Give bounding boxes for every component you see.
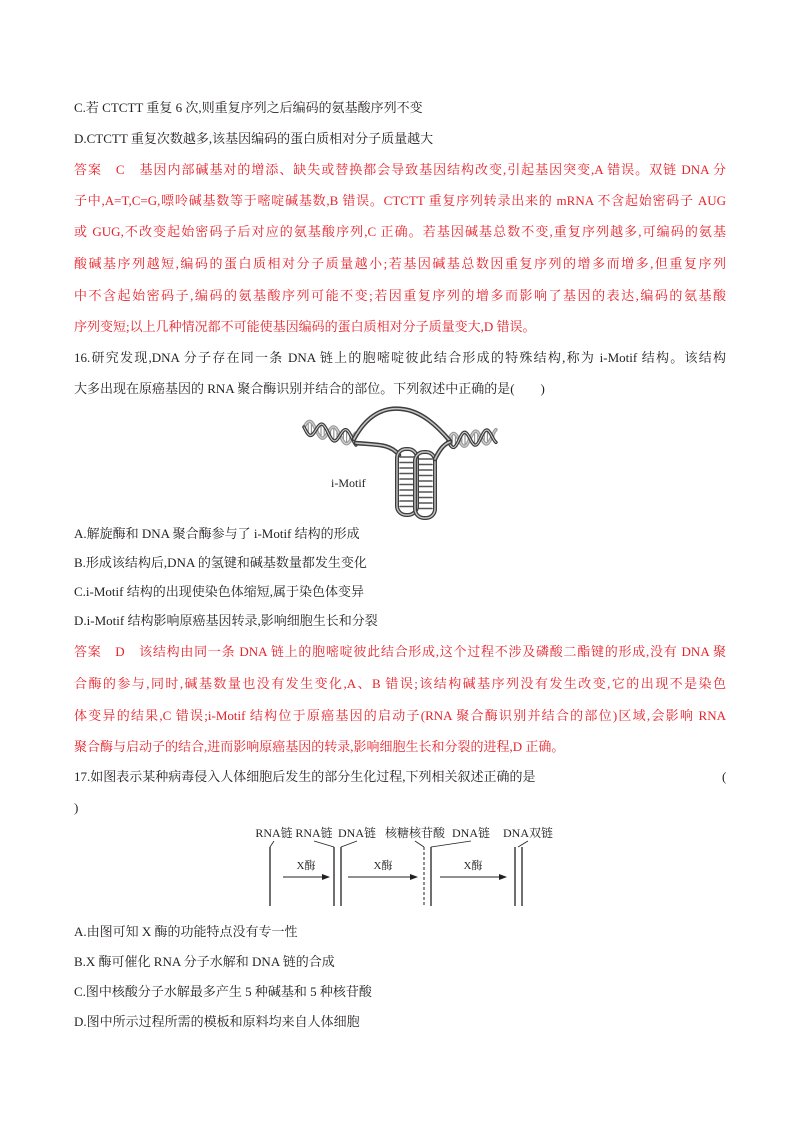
strand-label-dna: DNA链 [338, 826, 376, 840]
dna-helix-right [448, 430, 496, 448]
single-strand-arch [354, 409, 450, 441]
q16-option-b: B.形成该结构后,DNA 的氢键和碱基数量都发生变化 [74, 555, 367, 570]
q17-option-a: A.由图可知 X 酶的功能特点没有专一性 [74, 924, 298, 939]
q15-option-c: C.若 CTCTT 重复 6 次,则重复序列之后编码的氨基酸序列不变 [74, 100, 423, 115]
q17-option-b: B.X 酶可催化 RNA 分子水解和 DNA 链的合成 [74, 954, 335, 969]
i-motif-structure [356, 442, 450, 518]
q17-stem: 17.如图表示某种病毒侵入人体细胞后发生的部分生化过程,下列相关叙述正确的是 [74, 769, 536, 784]
q16-answer-line: 体变异的结果,C 错误;i-Motif 结构位于原癌基因的启动子(RNA 聚合酶识别并结合的部位)区域,会影响 RNA [74, 708, 726, 723]
arch-strand-outline [354, 409, 450, 441]
strand-label-dna: DNA链 [452, 826, 490, 840]
q16-answer-line: 聚合酶与启动子的结合,进而影响原癌基因的转录,影响细胞生长和分裂的进程,D 正确。 [74, 739, 565, 754]
leader-line [431, 841, 471, 847]
q15-answer-line: 子中,A=T,C=G,嘌呤碱基数等于嘧啶碱基数,B 错误。CTCTT 重复序列转录出来的 mRNA 不含起始密码子 AUG [74, 193, 726, 208]
leader-line [270, 841, 274, 847]
dna-helix-left [304, 421, 356, 445]
strand-label-ribonucleotide: 核糖核苷酸 [384, 826, 446, 840]
q16-option-c: C.i-Motif 结构的出现使染色体缩短,属于染色体变异 [74, 584, 364, 599]
q16-stem-line: 16.研究发现,DNA 分子存在同一条 DNA 链上的胞嘧啶彼此结合形成的特殊结构,称为 i-Motif 结构。该结构 [74, 350, 726, 365]
q16-stem-line: 大多出现在原癌基因的 RNA 聚合酶识别并结合的部位。下列叙述中正确的是( ) [74, 381, 545, 396]
leader-line [415, 841, 424, 847]
viral-reverse-transcription-diagram [250, 820, 565, 912]
q15-answer-line: 酸碱基序列越短,编码的蛋白质相对分子质量越小;若基因碱基总数因重复序列的增多而增多,但重复序列 [74, 256, 726, 271]
i-motif-label: i-Motif [331, 476, 366, 490]
leader-line [518, 841, 528, 847]
i-motif-figure [298, 403, 503, 523]
strand-label-rna: RNA链 [295, 826, 333, 840]
leader-line [341, 841, 357, 847]
q16-answer-line: 答案 D 该结构由同一条 DNA 链上的胞嘧啶彼此结合形成,这个过程不涉及磷酸二酯键的形成,没有 DNA 聚 [74, 644, 726, 659]
q17-paren-close: ) [74, 800, 79, 815]
q16-option-a: A.解旋酶和 DNA 聚合酶参与了 i-Motif 结构的形成 [74, 526, 360, 541]
strand-label-rna: RNA链 [255, 826, 293, 840]
strand-out-of-i-motif [435, 442, 450, 459]
q15-option-d: D.CTCTT 重复次数越多,该基因编码的蛋白质相对分子质量越大 [74, 131, 434, 146]
enzyme-label: X酶 [463, 860, 483, 872]
q16-answer-line: 合酶的参与,同时,碱基数量也没有发生变化,A、B 错误;该结构碱基序列没有发生改变,它的出现不是染色 [74, 676, 726, 691]
q16-option-d: D.i-Motif 结构影响原癌基因转录,影响细胞生长和分裂 [74, 613, 378, 628]
enzyme-label: X酶 [373, 860, 393, 872]
leader-line [314, 841, 334, 847]
q15-answer-line: 答案 C 基因内部碱基对的增添、缺失或替换都会导致基因结构改变,引起基因突变,A 错误。双链 DNA 分 [74, 162, 726, 177]
q17-option-d: D.图中所示过程所需的模板和原料均来自人体细胞 [74, 1014, 360, 1029]
strand-label-dna-double: DNA双链 [503, 826, 553, 840]
q17-paren-open: ( [722, 769, 727, 784]
q15-answer-line: 或 GUG,不改变起始密码子后对应的氨基酸序列,C 正确。若基因碱基总数不变,重复序列越多,可编码的氨基 [74, 224, 726, 239]
enzyme-label: X酶 [296, 860, 316, 872]
q17-option-c: C.图中核酸分子水解最多产生 5 种碱基和 5 种核苷酸 [74, 984, 372, 999]
q15-answer-line: 中不含起始密码子,编码的氨基酸序列可能不变;若因重复序列的增多而影响了基因的表达,编码的氨基酸 [74, 288, 726, 303]
q15-answer-line: 序列变短;以上几种情况都不可能使基因编码的蛋白质相对分子质量变大,D 错误。 [74, 319, 536, 334]
